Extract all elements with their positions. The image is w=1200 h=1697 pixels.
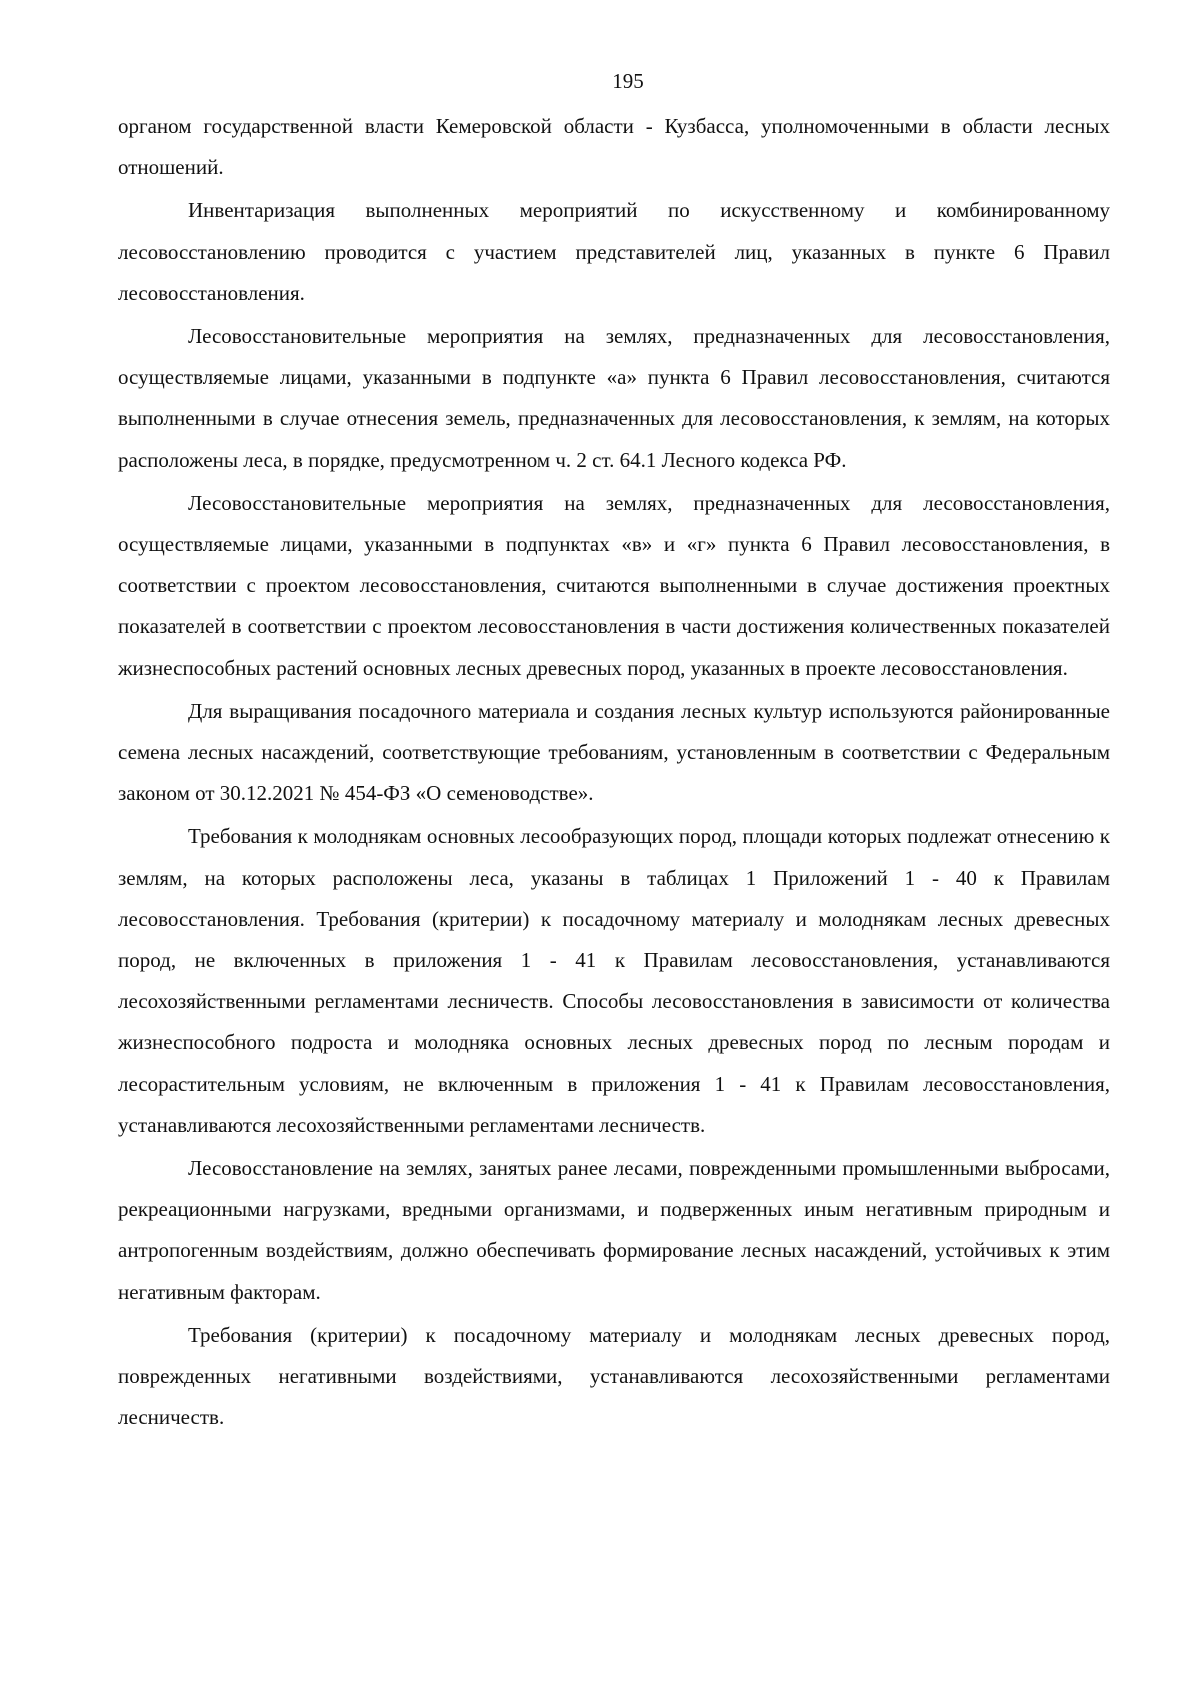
paragraph-inventory: Инвентаризация выполненных мероприятий по искусственному и комбинированному лесовосстановлению проводится с участием представителей лиц, указанных в пункте 6 Правил лесовосстановления. <box>118 198 1110 305</box>
paragraph-planting-material: Для выращивания посадочного материала и создания лесных культур используются районированные семена лесных насаждений, соответствующие требованиям, установленным в соответствии с Федеральным законом от 30.12.2021 № 454-ФЗ «О семеноводстве». <box>118 698 1110 806</box>
paragraph-criteria-damaged: Требования (критерии) к посадочному материалу и молоднякам лесных древесных пород, поврежденных негативными воздействиями, устанавливаются лесохозяйственными регламентами лесничеств. <box>118 1322 1110 1430</box>
paragraph-young-stand-requirements: Требования к молоднякам основных лесообразующих пород, площади которых подлежат отнесению к землям, на которых расположены леса, указаны в таблицах 1 Приложений 1 - 40 к Правилам лесовосстановления. Требования (критерии) к посадочному материалу и молоднякам лесных древесных пород, не включенных в приложения 1 - 41 к Правилам лесовосстановления, устанавливаются лесохозяйственными регламентами лесничеств. Способы лесовосстановления в зависимости от количества жизнеспособного подроста и молодняка основных лесных древесных пород по лесным породам и лесорастительным условиям, не включенным в приложения 1 - 41 к Правилам лесовосстановления, устанавливаются лесохозяйственными регламентами лесничеств. <box>118 824 1110 1137</box>
page-number: 195 <box>612 69 644 93</box>
paragraph-measures-subpoints-v-g: Лесовосстановительные мероприятия на землях, предназначенных для лесовосстановления, осуществляемые лицами, указанными в подпунктах «в» и «г» пункта 6 Правил лесовосстановления, в соответствии с проектом лесовосстановления, считаются выполненными в случае достижения проектных показателей в соответствии с проектом лесовосстановления в части достижения количественных показателей жизнеспособных растений основных лесных древесных пород, указанных в проекте лесовосстановления. <box>118 490 1110 680</box>
document-body <box>118 106 1110 1439</box>
paragraph-continuation: органом государственной власти Кемеровской области - Кузбасса, уполномоченными в области лесных отношений. <box>118 114 1110 180</box>
paragraph-measures-subpoint-a: Лесовосстановительные мероприятия на землях, предназначенных для лесовосстановления, осуществляемые лицами, указанными в подпункте «а» пункта 6 Правил лесовосстановления, считаются выполненными в случае отнесения земель, предназначенных для лесовосстановления, к землям, на которых расположены леса, в порядке, предусмотренном ч. 2 ст. 64.1 Лесного кодекса РФ. <box>118 324 1110 472</box>
paragraph-damaged-lands: Лесовосстановление на землях, занятых ранее лесами, поврежденными промышленными выбросами, рекреационными нагрузками, вредными организмами, и подверженных иным негативным природным и антропогенным воздействиям, должно обеспечивать формирование лесных насаждений, устойчивых к этим негативным факторам. <box>118 1156 1110 1304</box>
